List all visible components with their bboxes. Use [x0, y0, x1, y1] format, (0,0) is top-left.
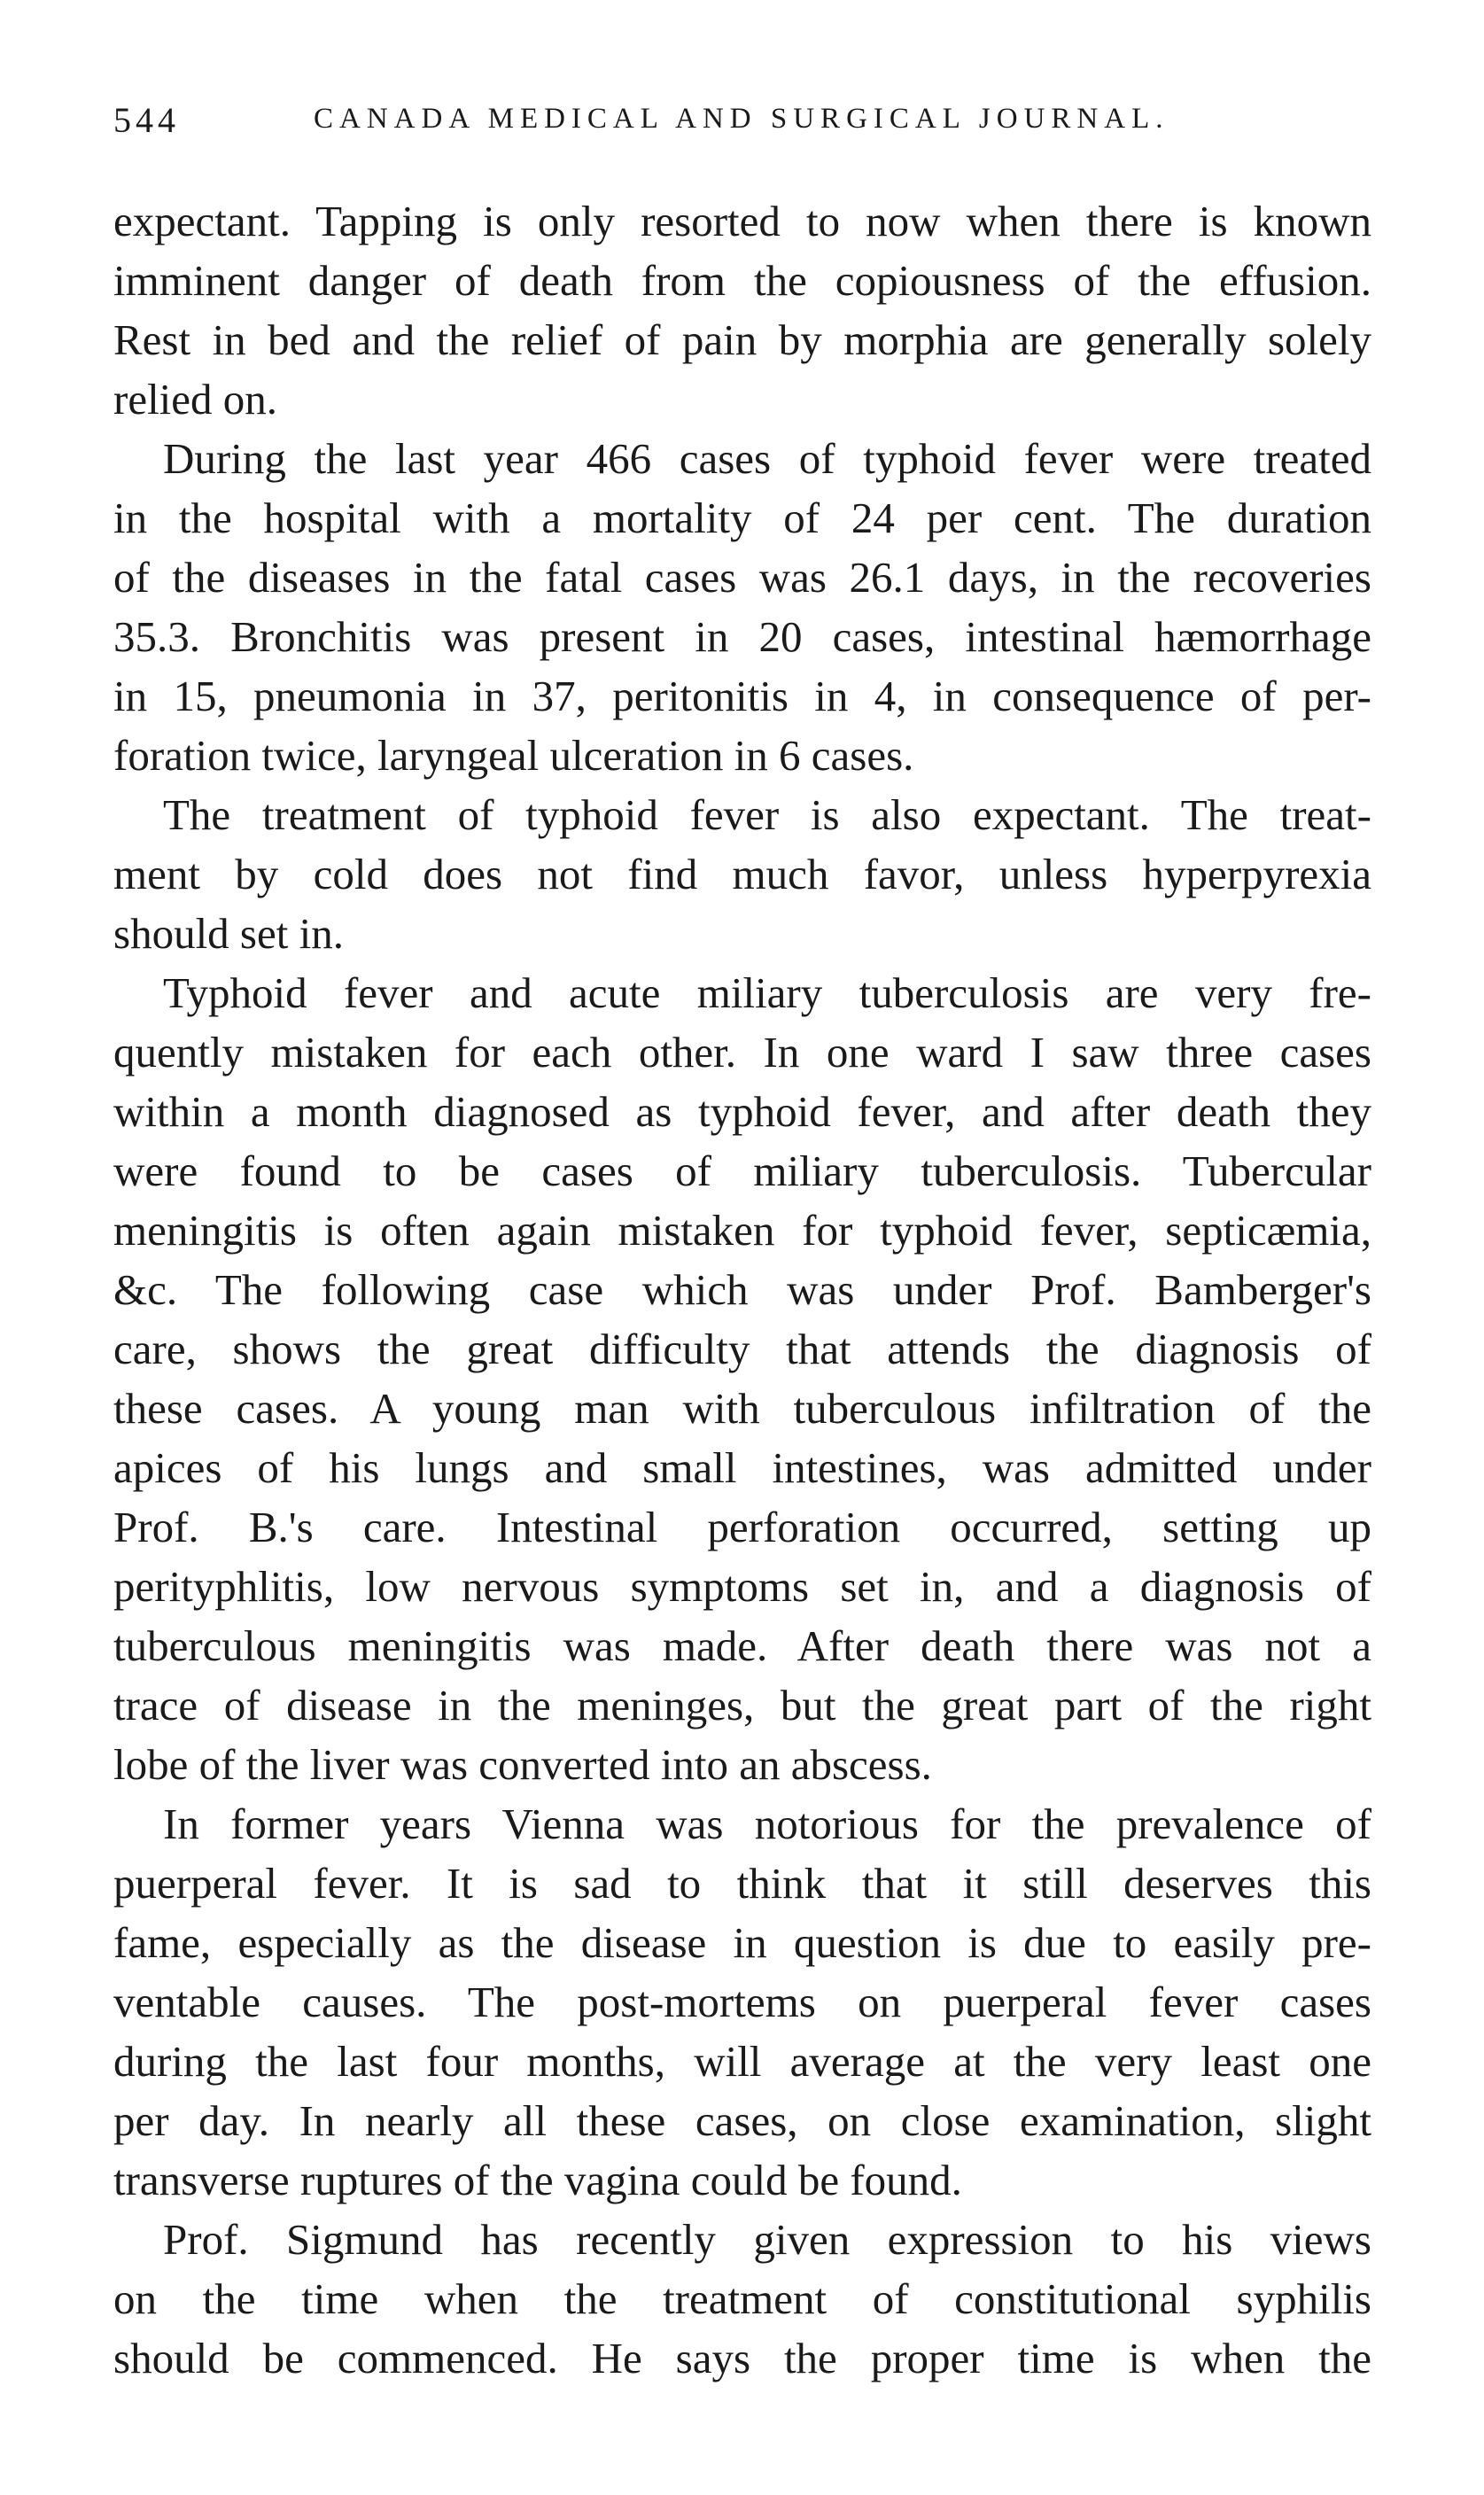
- text-line: care, shows the great difficulty that attends the diagnosis of: [113, 1325, 1371, 1373]
- text-line: &c. The following case which was under Prof. Bamberger's: [113, 1265, 1371, 1314]
- text-line: should be commenced. He says the proper time is when the: [113, 2334, 1371, 2382]
- text-line: ment by cold does not find much favor, unless hyperpyrexia: [113, 850, 1371, 898]
- text-line: should set in.: [113, 909, 344, 958]
- text-line: imminent danger of death from the copiousness of the effusion.: [113, 256, 1371, 305]
- text-line: in the hospital with a mortality of 24 per cent. The duration: [113, 494, 1371, 542]
- text-line: The treatment of typhoid fever is also expectant. The treat-: [163, 790, 1371, 839]
- text-line: per day. In nearly all these cases, on close examination, slight: [113, 2096, 1371, 2145]
- text-line: within a month diagnosed as typhoid fever, and after death they: [113, 1087, 1371, 1136]
- running-head: CANADA MEDICAL AND SURGICAL JOURNAL.: [314, 103, 1169, 135]
- text-line: Prof. Sigmund has recently given expression to his views: [163, 2215, 1371, 2264]
- paragraph: [113, 963, 1371, 1794]
- text-line: Prof. B.'s care. Intestinal perforation occurred, setting up: [113, 1503, 1371, 1551]
- text-line: fame, especially as the disease in question is due to easily pre-: [113, 1918, 1371, 1967]
- text-line: tuberculous meningitis was made. After death there was not a: [113, 1621, 1371, 1670]
- text-line: on the time when the treatment of constitutional syphilis: [113, 2274, 1371, 2323]
- body-text: [113, 191, 1371, 2388]
- text-line: transverse ruptures of the vagina could be found.: [113, 2156, 962, 2204]
- paragraph: [113, 2210, 1371, 2388]
- text-line: in 15, pneumonia in 37, peritonitis in 4, in consequence of per-: [113, 672, 1371, 720]
- text-line: lobe of the liver was converted into an abscess.: [113, 1740, 932, 1789]
- text-line: apices of his lungs and small intestines, was admitted under: [113, 1443, 1371, 1492]
- text-line: quently mistaken for each other. In one ward I saw three cases: [113, 1028, 1371, 1077]
- text-line: relied on.: [113, 375, 278, 424]
- page-number: 544: [113, 100, 180, 140]
- text-line: In former years Vienna was notorious for the prevalence of: [163, 1799, 1371, 1848]
- text-line: meningitis is often again mistaken for typhoid fever, septicæmia,: [113, 1206, 1371, 1255]
- text-line: of the diseases in the fatal cases was 26.1 days, in the recoveries: [113, 553, 1371, 602]
- text-line: puerperal fever. It is sad to think that it still deserves this: [113, 1859, 1371, 1908]
- text-line: Rest in bed and the relief of pain by morphia are generally solely: [113, 315, 1371, 364]
- text-line: trace of disease in the meninges, but the great part of the right: [113, 1681, 1371, 1729]
- paragraph: [113, 1794, 1371, 2210]
- text-line: foration twice, laryngeal ulceration in 6 cases.: [113, 731, 914, 780]
- text-line: During the last year 466 cases of typhoid fever were treated: [163, 434, 1371, 483]
- text-line: during the last four months, will average at the very least one: [113, 2037, 1371, 2086]
- text-line: perityphlitis, low nervous symptoms set in, and a diagnosis of: [113, 1562, 1371, 1611]
- paragraph: [113, 191, 1371, 429]
- text-line: 35.3. Bronchitis was present in 20 cases, intestinal hæmorrhage: [113, 612, 1371, 661]
- text-line: ventable causes. The post-mortems on puerperal fever cases: [113, 1978, 1371, 2026]
- paragraph: [113, 785, 1371, 963]
- text-line: these cases. A young man with tuberculous infiltration of the: [113, 1384, 1371, 1433]
- text-line: Typhoid fever and acute miliary tuberculosis are very fre-: [163, 968, 1371, 1017]
- paragraph: [113, 429, 1371, 785]
- text-line: expectant. Tapping is only resorted to now when there is known: [113, 197, 1371, 245]
- text-line: were found to be cases of miliary tuberculosis. Tubercular: [113, 1146, 1371, 1195]
- page-header: [113, 99, 1371, 152]
